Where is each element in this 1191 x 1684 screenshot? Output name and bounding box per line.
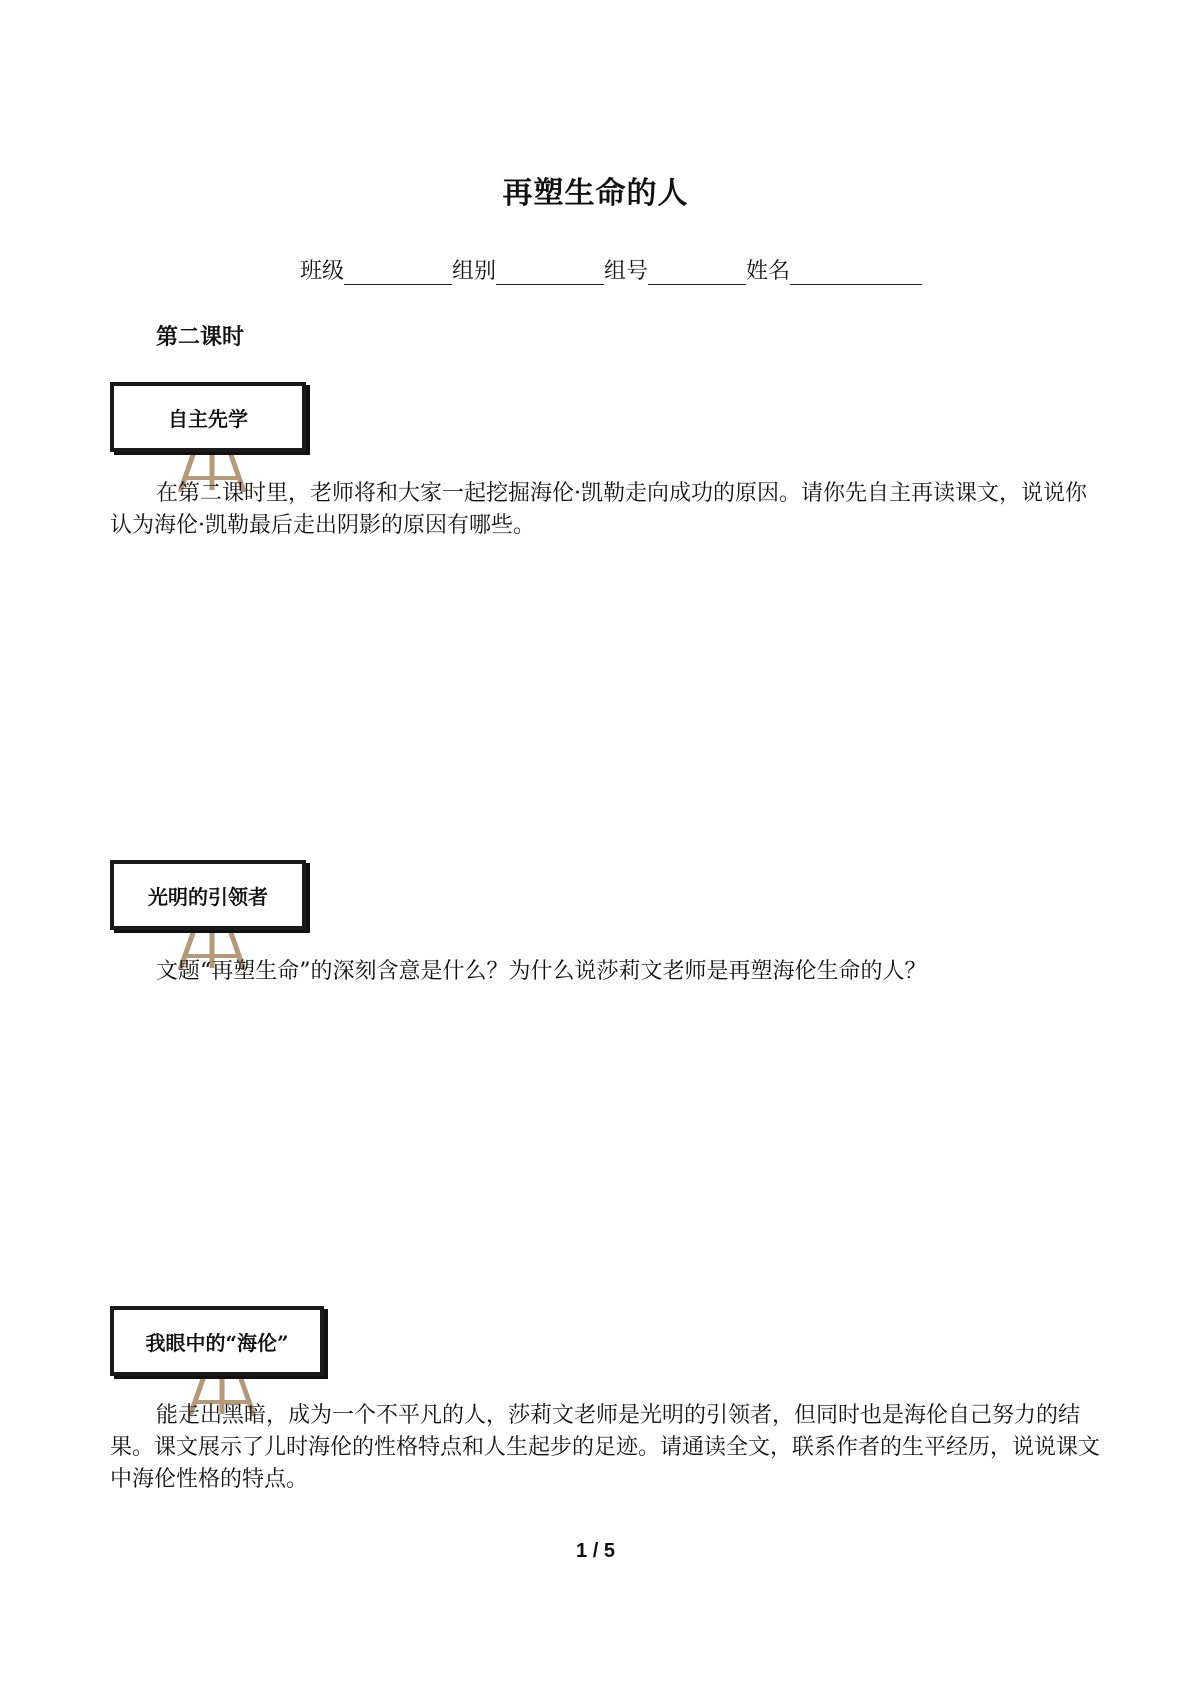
group-number-blank[interactable] (648, 260, 746, 285)
section-paragraph: 文题“再塑生命”的深刻含意是什么？为什么说莎莉文老师是再塑海伦生命的人？ (156, 959, 927, 984)
section-heading-board (110, 860, 306, 930)
group-blank[interactable] (496, 260, 604, 285)
section-heading-board (110, 1306, 324, 1376)
name-label: 姓名 (746, 259, 791, 284)
group-number-label: 组号 (604, 259, 649, 284)
section-heading-text: 我眼中的“海伦” (145, 1330, 289, 1355)
class-blank[interactable] (344, 260, 452, 285)
section-board (110, 1306, 324, 1376)
section-heading-board (110, 382, 306, 452)
page-number: 1 / 5 (576, 1540, 615, 1562)
section-paragraph: 能走出黑暗，成为一个不平凡的人，莎莉文老师是光明的引领者，但同时也是海伦自己努力的结果。课文展示了儿时海伦的性格特点和人生起步的足迹。请通读全文，联系作者的生平经历，说说课文中海伦性格的特点。 (110, 1403, 1101, 1492)
section-heading-text: 自主先学 (168, 406, 248, 431)
section-paragraph: 在第二课时里，老师将和大家一起挖掘海伦·凯勒走向成功的原因。请你先自主再读课文，说说你认为海伦·凯勒最后走出阴影的原因有哪些。 (110, 481, 1087, 538)
student-info-line (300, 254, 922, 285)
lesson-heading: 第二课时 (156, 324, 245, 350)
name-blank[interactable] (790, 260, 922, 285)
section-board (110, 382, 306, 452)
section-heading-text: 光明的引领者 (148, 884, 268, 909)
group-label: 组别 (452, 259, 497, 284)
section-board (110, 860, 306, 930)
class-label: 班级 (300, 259, 345, 284)
document-title: 再塑生命的人 (502, 176, 689, 211)
